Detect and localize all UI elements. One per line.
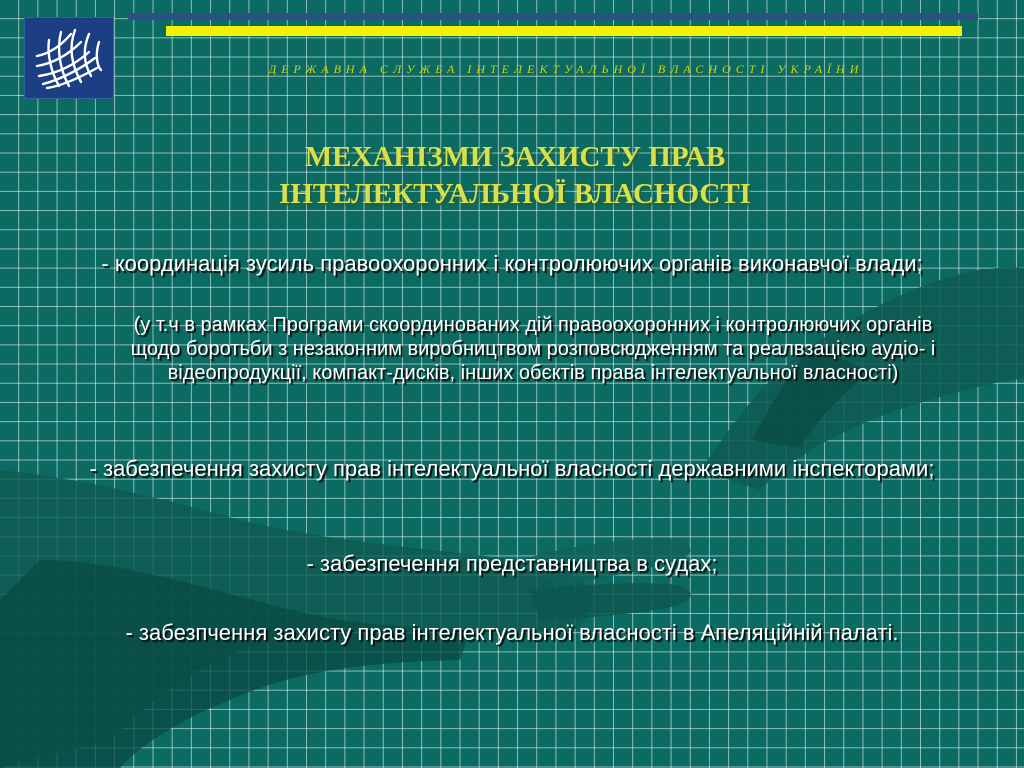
header-accent-bar-blue — [128, 13, 978, 20]
point-court-representation: - забезпечення представництва в судах; — [306, 551, 718, 576]
globe-grid-icon — [25, 18, 113, 98]
logo — [24, 17, 114, 99]
point-coordination-note: (у т.ч в рамках Програми скоординованих дій правоохоронних і контролюючих органів щодо боротьби з незаконним виробництвом розповсюдженням та реалвзацією аудіо- і відеопродукції, компакт-дисків, інших обєктів права інтелектуальної власності) — [130, 314, 936, 384]
slide-title-line-1: МЕХАНІЗМИ ЗАХИСТУ ПРАВ — [304, 141, 726, 173]
point-state-inspectors: - забезпечення захисту прав інтелектуальної власності державними інспекторами; — [89, 456, 935, 481]
header-accent-bar-yellow — [166, 26, 962, 36]
point-coordination: - координація зусиль правоохоронних і контролюючих органів виконавчої влади; — [101, 251, 923, 276]
slide-title — [150, 139, 880, 213]
slide-title-line-2: ІНТЕЛЕКТУАЛЬНОЇ ВЛАСНОСТІ — [279, 178, 751, 210]
organization-name: ДЕРЖАВНА СЛУЖБА ІНТЕЛЕКТУАЛЬНОЇ ВЛАСНОСТІ УКРАЇНИ — [268, 62, 864, 76]
point-appeal-chamber: - забезпчення захисту прав інтелектуальної власності в Апеляційній палаті. — [125, 620, 899, 645]
